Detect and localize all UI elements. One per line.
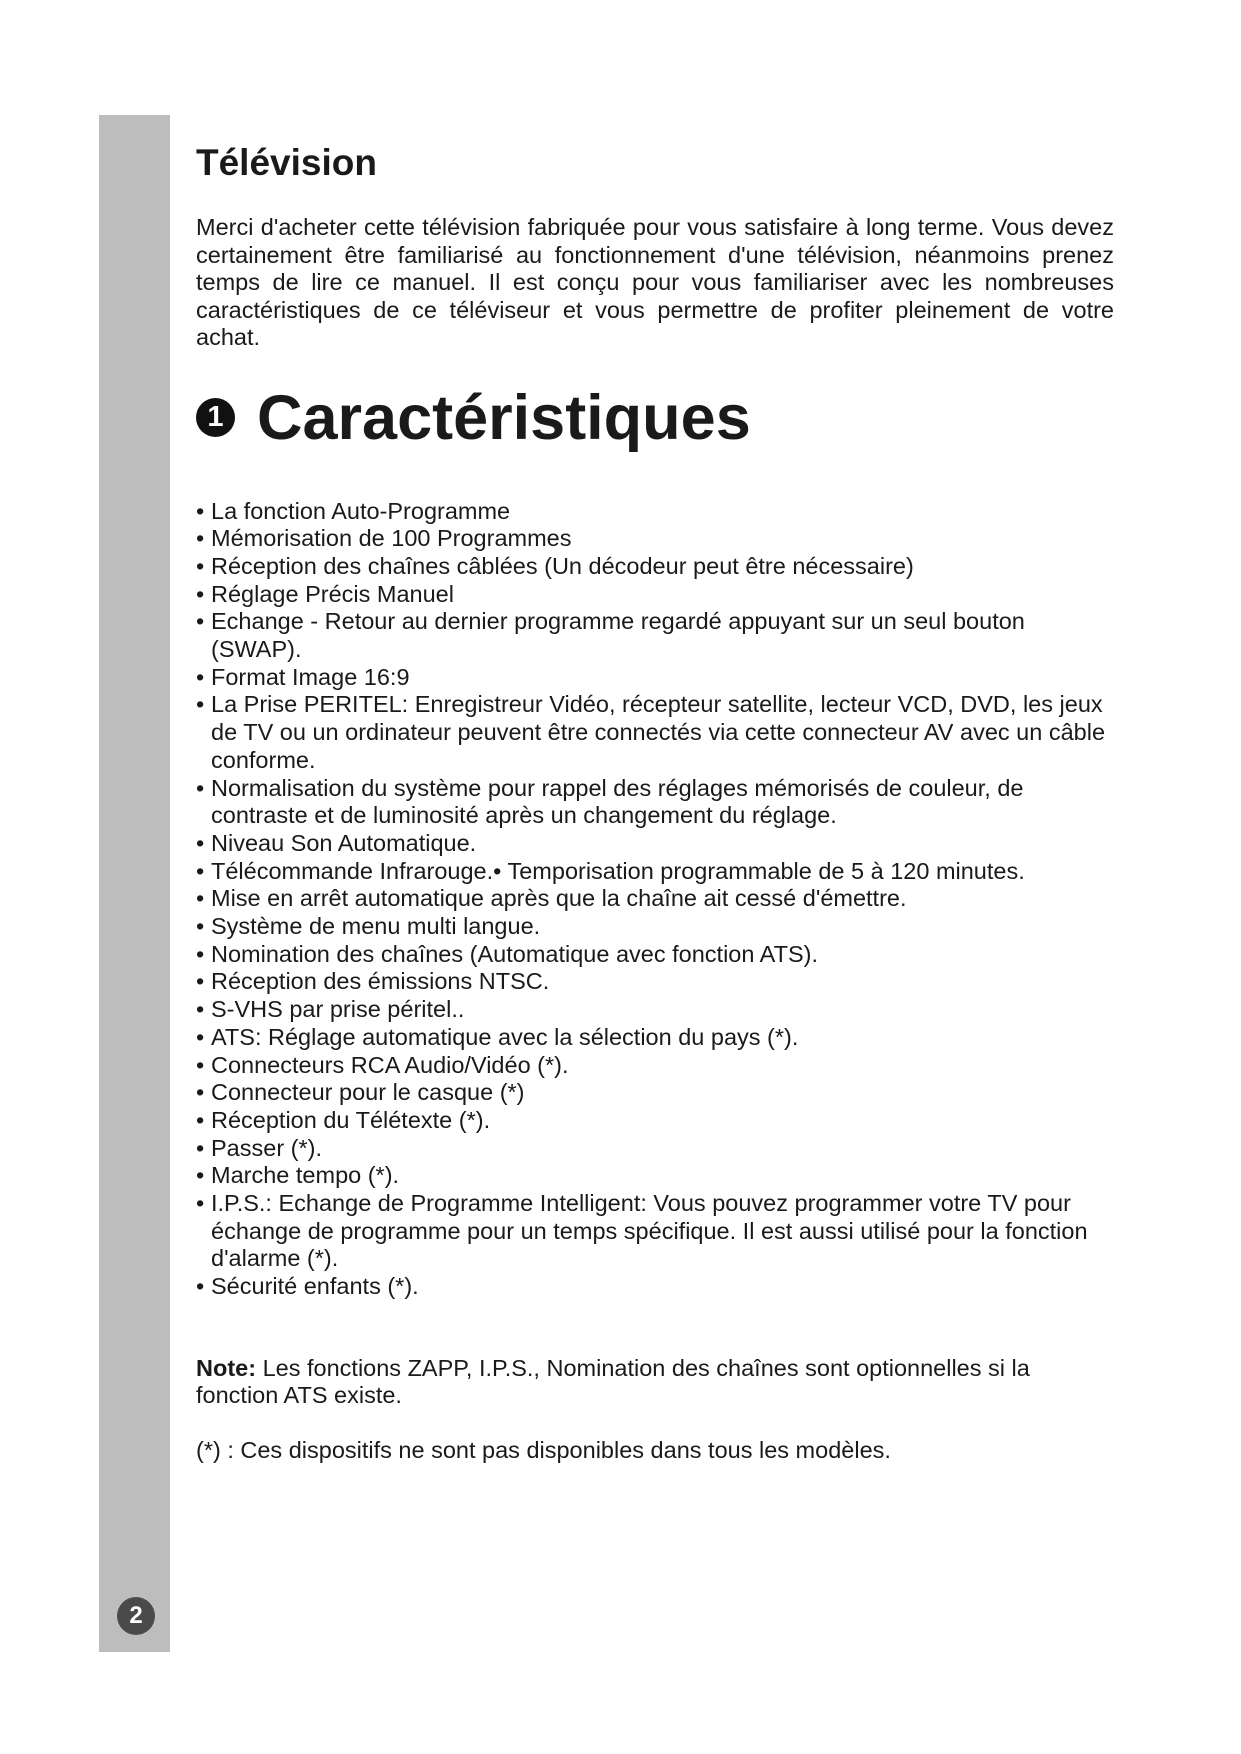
page-content (196, 140, 1114, 1464)
feature-text: ATS: Réglage automatique avec la sélection du pays (*). (211, 1023, 799, 1050)
features-list (196, 498, 1114, 1301)
bullet-icon: • (196, 885, 205, 912)
feature-item (196, 1024, 1114, 1052)
feature-item (196, 913, 1114, 941)
feature-item (196, 1079, 1114, 1107)
note-text: Les fonctions ZAPP, I.P.S., Nomination des chaînes sont optionnelles si la fonction ATS existe. (196, 1354, 1030, 1409)
footnote: (*) : Ces dispositifs ne sont pas disponibles dans tous les modèles. (196, 1436, 891, 1463)
bullet-icon: • (196, 580, 205, 607)
feature-item (196, 968, 1114, 996)
bullet-icon: • (196, 497, 205, 524)
feature-item (196, 830, 1114, 858)
feature-item (196, 664, 1114, 692)
feature-text: Marche tempo (*). (211, 1162, 400, 1189)
bullet-icon: • (196, 829, 205, 856)
feature-text: I.P.S.: Echange de Programme Intelligent: Vous pouvez programmer votre TV pour échange de programme pour un temps spécifique. Il est aussi utilisé pour la fonction d'alarme (*). (211, 1190, 1088, 1272)
feature-item (196, 775, 1114, 830)
intro-paragraph: Merci d'acheter cette télévision fabriquée pour vous satisfaire à long terme. Vous devez certainement être familiarisé au fonctionnement d'une télévision, néanmoins prenez temps de lire ce manuel. Il est conçu pour vous familiariser avec les nombreuses caractéristiques de ce téléviseur et vous permettre de profiter pleinement de votre achat. (196, 214, 1114, 350)
feature-text: Normalisation du système pour rappel des réglages mémorisés de couleur, de contraste et de luminosité après un changement du réglage. (211, 774, 1024, 829)
feature-text: Mémorisation de 100 Programmes (211, 525, 572, 552)
bullet-icon: • (196, 552, 205, 579)
bullet-icon: • (196, 1134, 205, 1161)
feature-text: Passer (*). (211, 1134, 322, 1161)
feature-text: Réception des chaînes câblées (Un décodeur peut être nécessaire) (211, 552, 914, 579)
feature-text: S-VHS par prise péritel.. (211, 996, 465, 1023)
feature-item (196, 581, 1114, 609)
feature-text: Mise en arrêt automatique après que la chaîne ait cessé d'émettre. (211, 885, 907, 912)
feature-item (196, 996, 1114, 1024)
feature-item (196, 498, 1114, 526)
bullet-icon: • (196, 913, 205, 940)
feature-item (196, 885, 1114, 913)
bullet-icon: • (196, 525, 205, 552)
feature-item (196, 1162, 1114, 1190)
bullet-icon: • (196, 1106, 205, 1133)
feature-item (196, 1190, 1114, 1273)
intro-heading: Télévision (196, 142, 377, 183)
feature-text: Niveau Son Automatique. (211, 829, 477, 856)
bullet-icon: • (196, 996, 205, 1023)
bullet-icon: • (196, 857, 205, 884)
feature-text: Réception des émissions NTSC. (211, 968, 550, 995)
bullet-icon: • (196, 691, 205, 718)
feature-item (196, 608, 1114, 663)
side-bar (99, 115, 170, 1652)
feature-item (196, 553, 1114, 581)
bullet-icon: • (196, 1273, 205, 1300)
feature-item (196, 858, 1114, 886)
feature-text: Système de menu multi langue. (211, 913, 541, 940)
feature-text: Réception du Télétexte (*). (211, 1106, 491, 1133)
feature-text: La Prise PERITEL: Enregistreur Vidéo, récepteur satellite, lecteur VCD, DVD, les jeux de TV ou un ordinateur peuvent être connectés via cette connecteur AV avec un câble conforme. (211, 691, 1106, 773)
bullet-icon: • (196, 1190, 205, 1217)
feature-item (196, 1273, 1114, 1301)
feature-item (196, 1052, 1114, 1080)
feature-item (196, 941, 1114, 969)
page-number: 2 (117, 1597, 155, 1635)
feature-item (196, 525, 1114, 553)
feature-text: Nomination des chaînes (Automatique avec fonction ATS). (211, 940, 818, 967)
feature-text: Connecteurs RCA Audio/Vidéo (*). (211, 1051, 569, 1078)
feature-item (196, 691, 1114, 774)
feature-item (196, 1107, 1114, 1135)
feature-text: Télécommande Infrarouge.• Temporisation programmable de 5 à 120 minutes. (211, 857, 1025, 884)
bullet-icon: • (196, 608, 205, 635)
bullet-icon: • (196, 1079, 205, 1106)
bullet-icon: • (196, 1051, 205, 1078)
note (196, 1355, 1114, 1410)
feature-item (196, 1135, 1114, 1163)
features-title (196, 378, 1114, 458)
bullet-icon: • (196, 663, 205, 690)
bullet-icon: • (196, 940, 205, 967)
bullet-icon: • (196, 1023, 205, 1050)
bullet-icon: • (196, 968, 205, 995)
bullet-icon: • (196, 774, 205, 801)
feature-text: Format Image 16:9 (211, 663, 410, 690)
feature-text: Sécurité enfants (*). (211, 1273, 419, 1300)
section-number-badge: 1 (196, 398, 235, 437)
note-label: Note: (196, 1354, 257, 1381)
feature-text: La fonction Auto-Programme (211, 497, 511, 524)
bullet-icon: • (196, 1162, 205, 1189)
feature-text: Réglage Précis Manuel (211, 580, 454, 607)
feature-text: Echange - Retour au dernier programme regardé appuyant sur un seul bouton (SWAP). (211, 608, 1025, 663)
features-title-text: Caractéristiques (257, 382, 751, 453)
feature-text: Connecteur pour le casque (*) (211, 1079, 525, 1106)
